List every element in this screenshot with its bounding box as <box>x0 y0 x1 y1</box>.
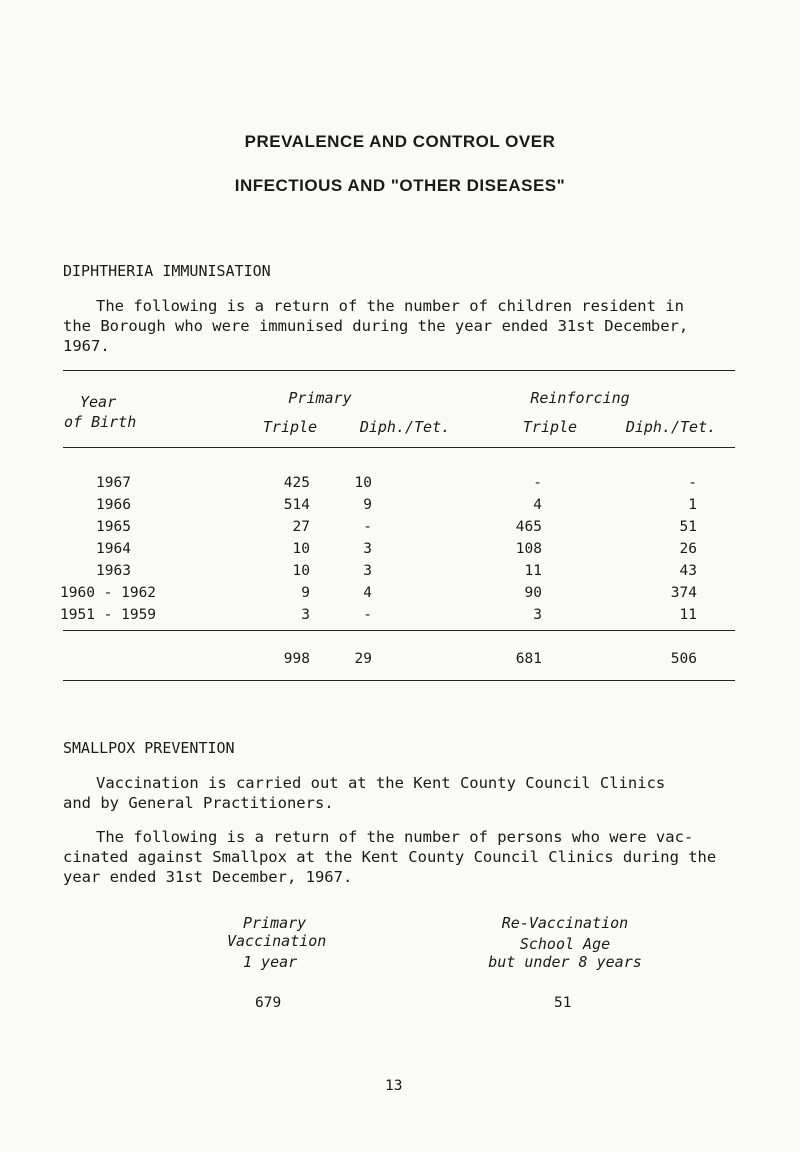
table-header-rule <box>63 447 735 448</box>
primary-vaccination-label-line2: Vaccination <box>227 932 327 950</box>
reinforcing-header: Reinforcing <box>530 389 630 407</box>
smallpox-para2-line3: year ended 31st December, 1967. <box>63 868 353 886</box>
diphtheria-paragraph-line3: 1967. <box>63 337 110 355</box>
row-reinforcing-diph: 11 <box>679 607 697 623</box>
page-title-line1: PREVALENCE AND CONTROL OVER <box>244 132 556 151</box>
total-primary-triple: 998 <box>283 651 310 667</box>
row-reinforcing-triple: 11 <box>524 563 542 579</box>
row-reinforcing-triple: 4 <box>533 497 542 513</box>
table-top-rule <box>63 370 735 371</box>
primary-vaccination-value: 679 <box>255 995 282 1011</box>
total-reinforcing-triple: 681 <box>515 651 542 667</box>
revaccination-value: 51 <box>554 995 572 1011</box>
row-reinforcing-triple: 465 <box>515 519 542 535</box>
smallpox-para2-line1: The following is a return of the number of persons who were vac- <box>96 828 694 846</box>
year-header-line2: of Birth <box>64 413 137 431</box>
primary-vaccination-label-line3: 1 year <box>243 953 298 971</box>
row-primary-triple: 10 <box>292 563 310 579</box>
row-reinforcing-diph: - <box>688 475 697 491</box>
primary-header: Primary <box>288 389 352 407</box>
row-reinforcing-diph: 1 <box>688 497 697 513</box>
row-reinforcing-triple: - <box>533 475 542 491</box>
row-year: 1964 <box>96 541 131 557</box>
row-primary-diph: 4 <box>363 585 372 601</box>
smallpox-heading: SMALLPOX PREVENTION <box>63 739 235 757</box>
total-primary-diph: 29 <box>354 651 372 667</box>
row-primary-diph: - <box>363 607 372 623</box>
total-reinforcing-diph: 506 <box>670 651 697 667</box>
smallpox-para1-line1: Vaccination is carried out at the Kent County Council Clinics <box>96 774 666 792</box>
row-primary-triple: 27 <box>292 519 310 535</box>
row-year: 1960 - 1962 <box>60 585 157 601</box>
row-primary-triple: 9 <box>301 585 310 601</box>
row-primary-diph: 10 <box>354 475 372 491</box>
page-number: 13 <box>385 1078 403 1094</box>
row-reinforcing-diph: 51 <box>679 519 697 535</box>
primary-vaccination-label-line1: Primary <box>243 914 307 932</box>
row-reinforcing-triple: 3 <box>533 607 542 623</box>
row-year: 1967 <box>96 475 131 491</box>
table-bottom-rule <box>63 680 735 681</box>
row-primary-triple: 3 <box>301 607 310 623</box>
row-year: 1965 <box>96 519 131 535</box>
row-primary-triple: 425 <box>283 475 310 491</box>
row-year: 1963 <box>96 563 131 579</box>
reinforcing-diph-tet-header: Diph./Tet. <box>625 418 717 436</box>
revaccination-label-line1: Re-Vaccination <box>501 914 629 932</box>
row-primary-triple: 514 <box>283 497 310 513</box>
revaccination-label-line2: School Age <box>519 935 611 953</box>
primary-diph-tet-header: Diph./Tet. <box>359 418 451 436</box>
diphtheria-heading: DIPHTHERIA IMMUNISATION <box>63 262 271 280</box>
revaccination-label-line3: but under 8 years <box>488 953 642 971</box>
row-year: 1951 - 1959 <box>60 607 157 623</box>
primary-triple-header: Triple <box>262 418 318 436</box>
row-primary-diph: - <box>363 519 372 535</box>
row-reinforcing-diph: 26 <box>679 541 697 557</box>
row-reinforcing-diph: 43 <box>679 563 697 579</box>
smallpox-para1-line2: and by General Practitioners. <box>63 794 334 812</box>
row-reinforcing-triple: 90 <box>524 585 542 601</box>
row-reinforcing-diph: 374 <box>670 585 697 601</box>
page-title-line2: INFECTIOUS AND "OTHER DISEASES" <box>234 176 566 195</box>
row-reinforcing-triple: 108 <box>515 541 542 557</box>
reinforcing-triple-header: Triple <box>522 418 578 436</box>
year-header-line1: Year <box>80 393 117 411</box>
row-primary-triple: 10 <box>292 541 310 557</box>
row-primary-diph: 3 <box>363 541 372 557</box>
row-primary-diph: 9 <box>363 497 372 513</box>
diphtheria-paragraph-line1: The following is a return of the number of children resident in <box>96 297 684 315</box>
diphtheria-paragraph-line2: the Borough who were immunised during the year ended 31st December, <box>63 317 689 335</box>
row-year: 1966 <box>96 497 131 513</box>
smallpox-para2-line2: cinated against Smallpox at the Kent County Council Clinics during the <box>63 848 717 866</box>
row-primary-diph: 3 <box>363 563 372 579</box>
table-totals-rule <box>63 630 735 631</box>
